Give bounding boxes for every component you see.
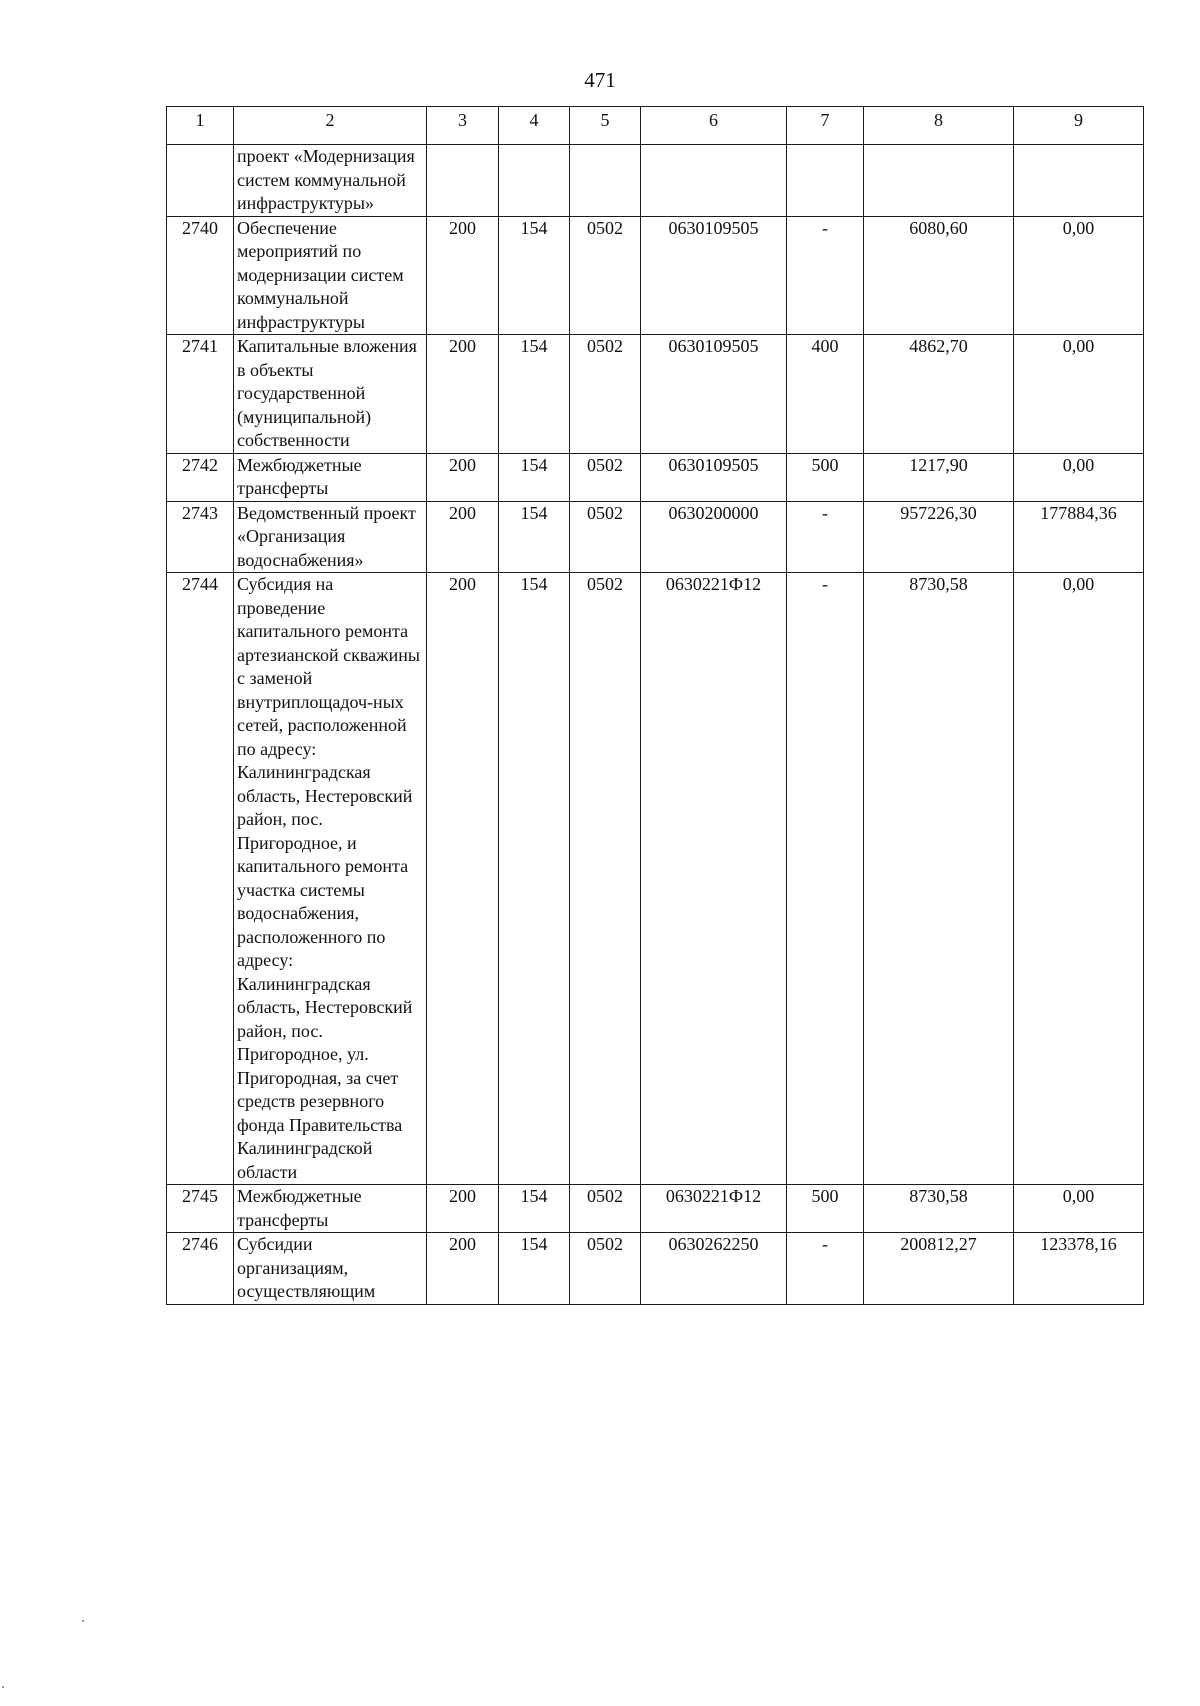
cell-col7: - <box>787 573 864 1185</box>
budget-table <box>166 106 1144 1305</box>
cell-col8: 8730,58 <box>864 573 1014 1185</box>
header-row <box>167 107 1144 145</box>
cell-col4: 154 <box>499 1233 570 1305</box>
cell-col4: 154 <box>499 573 570 1185</box>
cell-col6: 0630262250 <box>641 1233 787 1305</box>
column-header: 3 <box>427 107 499 145</box>
table-row <box>167 453 1144 501</box>
cell-col5: 0502 <box>570 501 641 573</box>
cell-col6: 0630221Ф12 <box>641 1185 787 1233</box>
table-row <box>167 1185 1144 1233</box>
cell-col4: 154 <box>499 1185 570 1233</box>
table-row <box>167 573 1144 1185</box>
column-header: 6 <box>641 107 787 145</box>
column-header: 2 <box>234 107 427 145</box>
cell-col3: 200 <box>427 1233 499 1305</box>
cell-col9: 0,00 <box>1014 1185 1144 1233</box>
table-row <box>167 216 1144 335</box>
cell-col4: 154 <box>499 453 570 501</box>
row-number: 2746 <box>167 1233 234 1305</box>
cell-col6 <box>641 145 787 217</box>
row-name: Межбюджетные трансферты <box>234 453 427 501</box>
row-number: 2745 <box>167 1185 234 1233</box>
table-header <box>167 107 1144 145</box>
cell-col9 <box>1014 145 1144 217</box>
row-number: 2740 <box>167 216 234 335</box>
table-row <box>167 1233 1144 1305</box>
column-header: 8 <box>864 107 1014 145</box>
cell-col7: 500 <box>787 453 864 501</box>
row-name: Субсидия на проведение капитального ремонта артезианской скважины с заменой внутриплощадоч-ных сетей, расположенной по адресу: Калининградская область, Нестеровский район, пос. Пригородное, и капитального ремонта участка системы водоснабжения, расположенного по адресу: Калининградская область, Нестеровский район, пос. Пригородное, ул. Пригородная, за счет средств резервного фонда Правительства Калининградской области <box>234 573 427 1185</box>
cell-col9: 177884,36 <box>1014 501 1144 573</box>
cell-col3: 200 <box>427 216 499 335</box>
cell-col9: 0,00 <box>1014 335 1144 454</box>
cell-col4: 154 <box>499 501 570 573</box>
cell-col8: 957226,30 <box>864 501 1014 573</box>
cell-col7: - <box>787 501 864 573</box>
cell-col7: 500 <box>787 1185 864 1233</box>
row-name: Капитальные вложения в объекты государственной (муниципальной) собственности <box>234 335 427 454</box>
table-body <box>167 145 1144 1305</box>
row-number: 2741 <box>167 335 234 454</box>
cell-col7: - <box>787 1233 864 1305</box>
scan-speck <box>2 1686 4 1688</box>
cell-col6: 0630200000 <box>641 501 787 573</box>
cell-col3: 200 <box>427 453 499 501</box>
cell-col5: 0502 <box>570 335 641 454</box>
cell-col3: 200 <box>427 501 499 573</box>
table-row <box>167 501 1144 573</box>
row-name: Субсидии организациям, осуществляющим <box>234 1233 427 1305</box>
cell-col3 <box>427 145 499 217</box>
cell-col7: - <box>787 216 864 335</box>
row-name: Обеспечение мероприятий по модернизации систем коммунальной инфраструктуры <box>234 216 427 335</box>
cell-col5: 0502 <box>570 1185 641 1233</box>
cell-col5: 0502 <box>570 1233 641 1305</box>
table-row <box>167 145 1144 217</box>
cell-col9: 0,00 <box>1014 216 1144 335</box>
row-name: проект «Модернизация систем коммунальной инфраструктуры» <box>234 145 427 217</box>
cell-col8: 200812,27 <box>864 1233 1014 1305</box>
cell-col9: 0,00 <box>1014 573 1144 1185</box>
cell-col8: 6080,60 <box>864 216 1014 335</box>
row-name: Ведомственный проект «Организация водоснабжения» <box>234 501 427 573</box>
cell-col4: 154 <box>499 216 570 335</box>
cell-col6: 0630221Ф12 <box>641 573 787 1185</box>
cell-col4: 154 <box>499 335 570 454</box>
row-number: 2743 <box>167 501 234 573</box>
cell-col5: 0502 <box>570 216 641 335</box>
row-number: 2742 <box>167 453 234 501</box>
column-header: 4 <box>499 107 570 145</box>
cell-col3: 200 <box>427 1185 499 1233</box>
cell-col7 <box>787 145 864 217</box>
cell-col9: 0,00 <box>1014 453 1144 501</box>
cell-col8: 8730,58 <box>864 1185 1014 1233</box>
cell-col8 <box>864 145 1014 217</box>
cell-col8: 1217,90 <box>864 453 1014 501</box>
cell-col4 <box>499 145 570 217</box>
cell-col6: 0630109505 <box>641 453 787 501</box>
column-header: 5 <box>570 107 641 145</box>
cell-col5 <box>570 145 641 217</box>
cell-col5: 0502 <box>570 453 641 501</box>
cell-col5: 0502 <box>570 573 641 1185</box>
cell-col3: 200 <box>427 573 499 1185</box>
table-row <box>167 335 1144 454</box>
column-header: 7 <box>787 107 864 145</box>
cell-col6: 0630109505 <box>641 216 787 335</box>
row-number <box>167 145 234 217</box>
column-header: 1 <box>167 107 234 145</box>
cell-col3: 200 <box>427 335 499 454</box>
cell-col6: 0630109505 <box>641 335 787 454</box>
scan-speck <box>82 1620 84 1622</box>
row-name: Межбюджетные трансферты <box>234 1185 427 1233</box>
column-header: 9 <box>1014 107 1144 145</box>
cell-col9: 123378,16 <box>1014 1233 1144 1305</box>
page-number: 471 <box>584 68 616 92</box>
cell-col7: 400 <box>787 335 864 454</box>
row-number: 2744 <box>167 573 234 1185</box>
cell-col8: 4862,70 <box>864 335 1014 454</box>
